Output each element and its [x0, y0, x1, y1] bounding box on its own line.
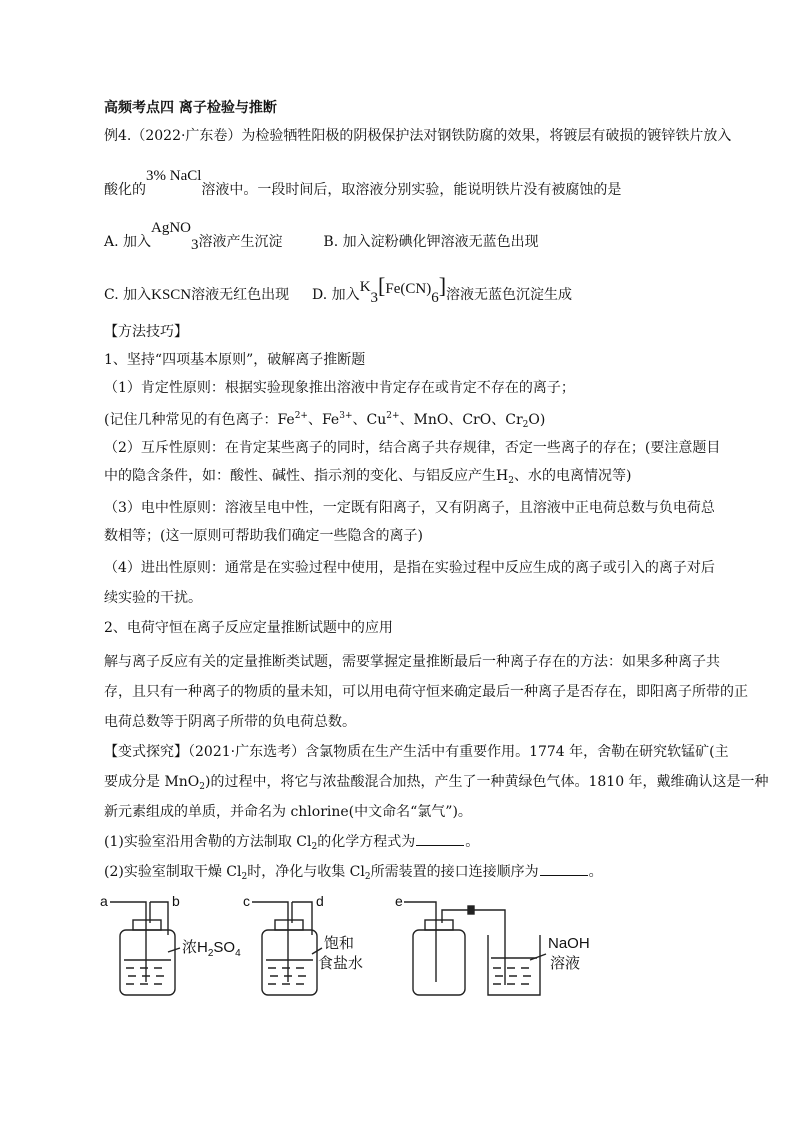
example-prompt: 例4.（2022·广东卷）为检验牺牲阳极的阴极保护法对钢铁防腐的效果，将镀层有破损的镀锌铁片放入: [104, 128, 732, 144]
option-c: C. 加入KSCN溶液无红色出现: [104, 287, 290, 303]
principle-3: （3）电中性原则：溶液呈电中性，一定既有阳离子，又有阴离子，且溶液中正电荷总数与负电荷总: [104, 500, 715, 516]
brine-label-line1: 饱和: [324, 935, 355, 952]
port-c-label: c: [243, 893, 250, 909]
method-heading: 【方法技巧】: [104, 324, 188, 340]
principle-4: （4）进出性原则：通常是在实验过程中使用，是指在实验过程中反应生成的离子或引入的离子对后: [104, 560, 715, 576]
answer-blank-1[interactable]: [416, 833, 464, 846]
brine-bottle: [252, 902, 322, 995]
variant-intro-2: 要成分是 MnO$_2$)的过程中，将它与浓盐酸混合加热，产生了一种黄绿色气体。1810 年，戴维确认这是一种: [104, 774, 769, 792]
option-a: A. 加入AgNO3溶液产生沉淀: [104, 220, 283, 253]
port-a-label: a: [100, 893, 108, 909]
principle-1: （1）肯定性原则：根据实验现象推出溶液中肯定存在或肯定不存在的离子；: [104, 380, 575, 396]
variant-intro-3: 新元素组成的单质，并命名为 chlorine(中文命名“氯气”)。: [104, 804, 472, 820]
principle-2: （2）互斥性原则：在肯定某些离子的同时，结合离子共存规律，否定一些离子的存在；(要注意题目: [104, 440, 721, 456]
charge-conservation-1: 解与离子反应有关的定量推断类试题，需要掌握定量推断最后一种离子存在的方法：如果多种离子共: [104, 654, 720, 670]
options-row-2: [104, 273, 696, 308]
apparatus-diagram: [0, 890, 800, 1010]
variant-intro: 【变式探究】（2021·广东选考）含氯物质在生产生活中有重要作用。1774 年，舍勒在研究软锰矿(主: [104, 744, 729, 760]
charge-conservation-3: 电荷总数等于阴离子所带的负电荷总数。: [104, 714, 356, 730]
principle-4-cont: 续实验的干扰。: [104, 590, 202, 606]
drying-bottle: [110, 902, 180, 995]
option-d: D. 加入K3[Fe(CN)6]溶液无蓝色沉淀生成: [312, 273, 573, 306]
h2so4-label: 浓$H_2SO_4$: [182, 939, 241, 959]
port-d-label: d: [316, 893, 324, 909]
options-row-1: [104, 220, 696, 255]
charge-conservation-2: 存，且只有一种离子的物质的量未知，可以用电荷守恒来确定最后一种离子是否存在，即阳离子所带的正: [104, 684, 748, 700]
colored-ions-note: (记住几种常见的有色离子：$Fe^{2+}$、$Fe^{3+}$、$Cu^{2+}$、MnO、CrO、$Cr_2O$): [104, 411, 546, 430]
naoh-label-line1: NaOH: [548, 935, 590, 952]
principle-2-cont: 中的隐含条件，如：酸性、碱性、指示剂的变化、与铝反应产生$H_2$、水的电离情况等): [104, 468, 632, 486]
example-prompt-line2: 酸化的3% NaCl溶液中。一段时间后，取溶液分别实验，能说明铁片没有被腐蚀的是: [104, 168, 622, 198]
method-point-2: 2、电荷守恒在离子反应定量推断试题中的应用: [104, 620, 393, 636]
question-1: (1)实验室沿用舍勒的方法制取 $Cl_2$的化学方程式为 。: [104, 834, 480, 852]
port-b-label: b: [172, 893, 180, 909]
port-e-label: e: [395, 893, 403, 909]
question-2: (2)实验室制取干燥 $Cl_2$时，净化与收集 $Cl_2$所需装置的接口连接顺序为 。: [104, 864, 603, 882]
nacl-formula: 3% NaCl: [146, 168, 202, 184]
principle-3-cont: 数相等；(这一原则可帮助我们确定一些隐含的离子): [104, 528, 423, 544]
answer-blank-2[interactable]: [540, 863, 588, 876]
collecting-bottle: [404, 902, 505, 995]
method-point-1: 1、坚持“四项基本原则”，破解离子推断题: [104, 352, 366, 368]
brine-label-line2: 食盐水: [318, 955, 364, 972]
section-title: 高频考点四 离子检验与推断: [104, 100, 277, 116]
naoh-label-line2: 溶液: [550, 955, 581, 972]
option-b: B. 加入淀粉碘化钾溶液无蓝色出现: [323, 234, 539, 250]
naoh-beaker: [488, 935, 546, 995]
